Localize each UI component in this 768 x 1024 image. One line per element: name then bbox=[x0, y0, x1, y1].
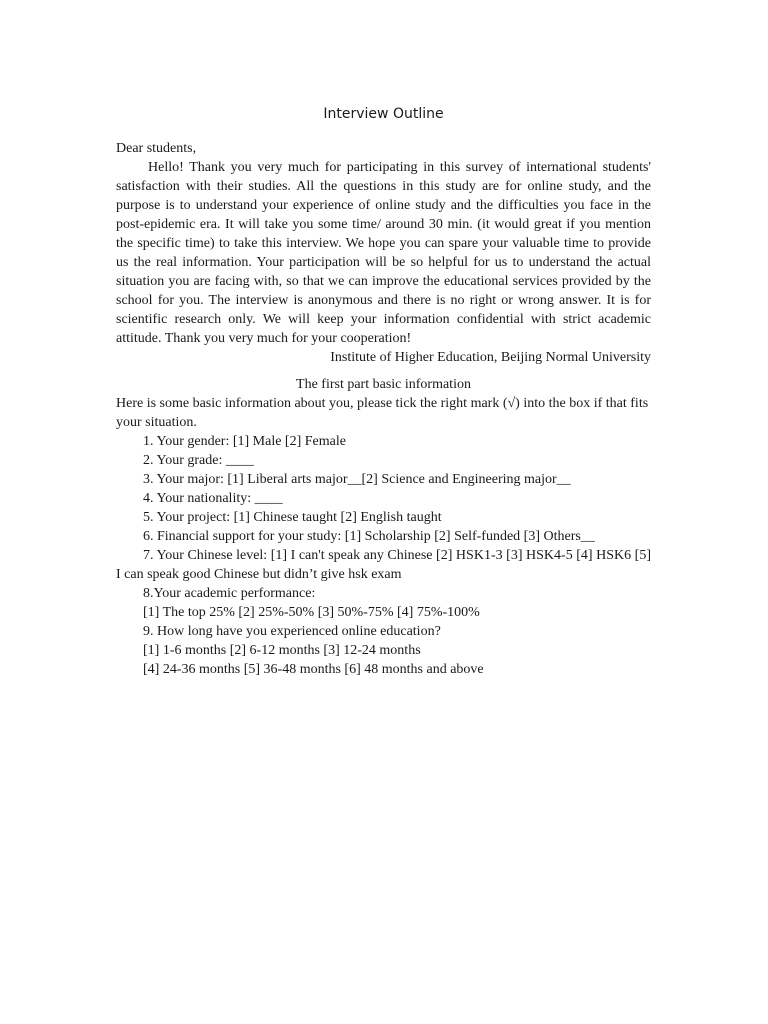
question-academic-performance: 8.Your academic performance: bbox=[143, 586, 316, 601]
question-major: 3. Your major: [1] Liberal arts major__[2] Science and Engineering major__ bbox=[143, 472, 571, 487]
online-education-options-2: [4] 24-36 months [5] 36-48 months [6] 48 months and above bbox=[143, 662, 484, 677]
signature: Institute of Higher Education, Beijing Normal University bbox=[330, 350, 651, 365]
academic-performance-options: [1] The top 25% [2] 25%-50% [3] 50%-75% [4] 75%-100% bbox=[143, 605, 480, 620]
question-grade: 2. Your grade: ____ bbox=[143, 453, 254, 468]
question-nationality: 4. Your nationality: ____ bbox=[143, 491, 283, 506]
question-gender: 1. Your gender: [1] Male [2] Female bbox=[143, 434, 346, 449]
document-title: Interview Outline bbox=[323, 106, 444, 122]
question-list bbox=[116, 432, 651, 679]
instructions: Here is some basic information about you, please tick the right mark (√) into the box if that fits your situation. bbox=[116, 396, 649, 430]
section-title: The first part basic information bbox=[296, 377, 471, 392]
letter-body bbox=[116, 139, 651, 679]
online-education-options-1: [1] 1-6 months [2] 6-12 months [3] 12-24 months bbox=[143, 643, 421, 658]
introduction-paragraph: Hello! Thank you very much for participating in this survey of international students' satisfaction with their studies. All the questions in this study are for online study, and the purpose is to understand your experience of online study and the difficulties you face in the post-epidemic era. It will take you some time/ around 30 min. (it would great if you mention the specific time) to take this interview. We hope you can spare your valuable time to provide us the real information. Your participation will be so helpful for us to understand the actual situation you are facing with, so that we can improve the educational services provided by the school for you. The interview is anonymous and there is no right or wrong answer. It is for scientific research only. We will keep your information confidential with strict academic attitude. Thank you very much for your cooperation! bbox=[116, 160, 651, 346]
greeting: Dear students, bbox=[116, 141, 197, 156]
question-chinese-level: 7. Your Chinese level: [1] I can't speak any Chinese [2] HSK1-3 [3] HSK4-5 [4] HSK6 [5] I can speak good Chinese but didn’t give hsk exam bbox=[116, 548, 651, 582]
question-online-education: 9. How long have you experienced online education? bbox=[143, 624, 441, 639]
question-financial-support: 6. Financial support for your study: [1] Scholarship [2] Self-funded [3] Others__ bbox=[143, 529, 595, 544]
question-project: 5. Your project: [1] Chinese taught [2] English taught bbox=[143, 510, 442, 525]
